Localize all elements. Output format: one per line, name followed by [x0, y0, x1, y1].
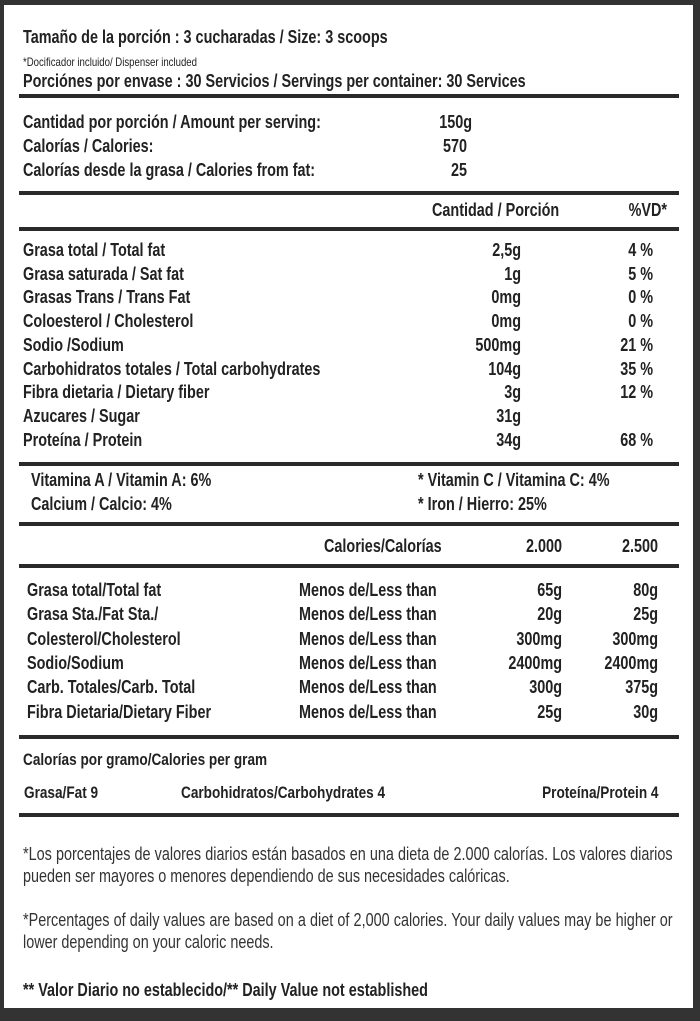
footnote-english: *Percentages of daily values are based on a diet of 2,000 calories. Your daily values may be higher or lower depending on your caloric needs. [23, 910, 673, 952]
divider [19, 564, 679, 568]
nutrient-dv: 68 % [620, 429, 653, 450]
nutrient-label: Grasa saturada / Sat fat [23, 263, 184, 284]
protein-per-gram: Proteína/Protein 4 [541, 783, 658, 802]
nutrient-dv: 0 % [628, 287, 653, 308]
nutrient-amount: 1g [504, 263, 521, 284]
divider [19, 462, 679, 466]
vitamin-a: Vitamina A / Vitamin A: 6% [31, 470, 212, 490]
daily-value-label: Colesterol/Cholesterol [27, 628, 181, 649]
nutrient-amount: 0mg [491, 287, 521, 308]
daily-value-2500: 80g [633, 580, 658, 600]
servings-per-container: Porciónes por envase : 30 Servicios / Servings per container: 30 Services [23, 71, 526, 91]
nutrient-dv: 21 % [620, 334, 653, 355]
divider [19, 522, 679, 526]
daily-value-condition: Menos de/Less than [299, 677, 437, 698]
nutrient-dv: 12 % [620, 382, 653, 403]
nutrient-amount: 104g [488, 358, 521, 379]
nutrient-dv: 35 % [620, 358, 653, 379]
nutrient-amount: 2,5g [492, 240, 521, 260]
amount-row-label: Cantidad por porción / Amount per serving: [23, 112, 321, 132]
daily-value-label: Carb. Totales/Carb. Total [27, 677, 196, 698]
vitamin-c: * Vitamin C / Vitamina C: 4% [418, 470, 610, 490]
amount-row-label: Calorías / Calories: [23, 136, 154, 156]
daily-value-2000: 25g [537, 701, 562, 722]
daily-value-label: Grasa total/Total fat [27, 580, 162, 600]
daily-value-2000: 2400mg [508, 652, 562, 673]
amount-row-value: 25 [450, 160, 467, 180]
daily-value-2500: 30g [633, 701, 658, 722]
nutrient-label: Fibra dietaria / Dietary fiber [23, 382, 210, 403]
daily-value-2500: 375g [625, 677, 658, 698]
nutrient-dv: 5 % [628, 263, 653, 284]
amount-row-value: 150g [439, 112, 472, 132]
divider [19, 94, 679, 98]
daily-value-label: Sodio/Sodium [27, 652, 124, 673]
nutrition-facts-label [4, 5, 693, 1008]
nutrient-label: Proteína / Protein [23, 429, 143, 450]
divider [19, 227, 679, 231]
daily-value-2000: 20g [537, 604, 562, 625]
fat-per-gram: Grasa/Fat 9 [24, 783, 99, 802]
amount-column-header: Cantidad / Porción [432, 200, 560, 220]
nutrient-label: Grasa total / Total fat [23, 240, 166, 260]
dispenser-note: *Docificador incluido/ Dispenser included [23, 55, 197, 69]
nutrient-amount: 3g [504, 382, 521, 403]
calories-2000-header: 2.000 [525, 536, 562, 556]
nutrient-label: Sodio /Sodium [23, 334, 124, 355]
nutrient-amount: 0mg [491, 311, 521, 332]
amount-row-label: Calorías desde la grasa / Calories from fat: [23, 160, 316, 180]
nutrient-amount: 31g [496, 405, 521, 426]
divider [19, 735, 679, 739]
daily-value-not-established: ** Valor Diario no establecido/** Daily Value not established [23, 980, 428, 1000]
amount-row-value: 570 [442, 136, 467, 156]
carbs-per-gram: Carbohidratos/Carbohydrates 4 [181, 783, 386, 802]
nutrient-amount: 34g [496, 429, 521, 450]
daily-value-2000: 300g [529, 677, 562, 698]
daily-value-condition: Menos de/Less than [299, 652, 437, 673]
calories-2500-header: 2.500 [621, 536, 658, 556]
footnote-spanish: *Los porcentajes de valores diarios están basados en una dieta de 2.000 calorías. Los valores diarios pueden ser mayores o menores dependiendo de sus necesidades calóricas. [23, 844, 673, 886]
nutrient-dv: 0 % [628, 311, 653, 332]
nutrient-label: Coloesterol / Cholesterol [23, 311, 194, 332]
divider [19, 191, 679, 195]
calories-header: Calories/Calorías [324, 536, 442, 556]
daily-value-2500: 2400mg [604, 652, 658, 673]
nutrient-amount: 500mg [475, 334, 521, 355]
nutrient-dv: 4 % [628, 240, 653, 260]
daily-value-condition: Menos de/Less than [299, 604, 437, 625]
nutrient-label: Azucares / Sugar [23, 405, 140, 426]
daily-value-2500: 300mg [612, 628, 658, 649]
dv-column-header: %VD* [628, 200, 667, 220]
daily-value-2500: 25g [633, 604, 658, 625]
calcium: Calcium / Calcio: 4% [31, 494, 172, 514]
nutrient-label: Grasas Trans / Trans Fat [23, 287, 191, 308]
daily-value-condition: Menos de/Less than [299, 701, 437, 722]
divider [19, 813, 679, 817]
daily-value-condition: Menos de/Less than [299, 628, 437, 649]
daily-value-2000: 65g [537, 580, 562, 600]
nutrient-label: Carbohidratos totales / Total carbohydrates [23, 358, 321, 379]
daily-value-condition: Menos de/Less than [299, 580, 437, 600]
daily-value-2000: 300mg [516, 628, 562, 649]
serving-size: Tamaño de la porción : 3 cucharadas / Size: 3 scoops [23, 27, 388, 47]
calories-per-gram-title: Calorías por gramo/Calories per gram [23, 750, 268, 769]
daily-value-label: Fibra Dietaria/Dietary Fiber [27, 701, 212, 722]
iron: * Iron / Hierro: 25% [418, 494, 547, 514]
daily-value-label: Grasa Sta./Fat Sta./ [27, 604, 159, 625]
